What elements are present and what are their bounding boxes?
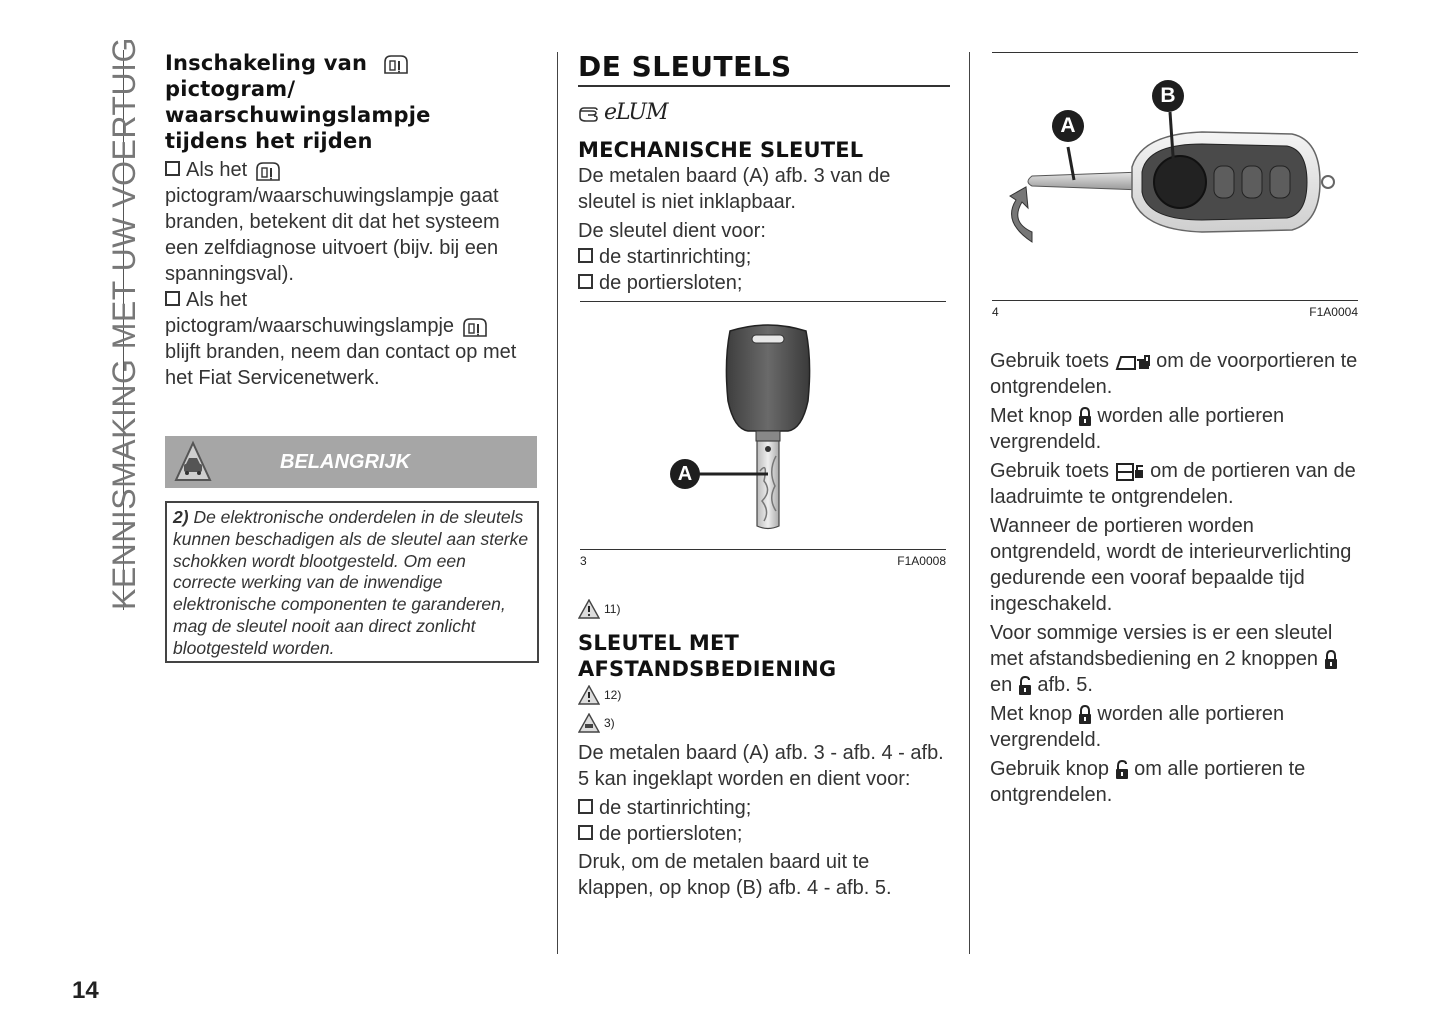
key-warning-icon (253, 160, 283, 182)
callout-a: A (670, 459, 700, 489)
list-item: de portiersloten; (578, 270, 948, 296)
key-warning-icon (460, 316, 490, 338)
figure-caption (992, 300, 1358, 319)
note-box (165, 501, 539, 663)
figure-code: F1A0008 (897, 554, 946, 568)
caption-rule (580, 549, 946, 550)
figure-rule (580, 301, 946, 302)
figure-3 (580, 301, 946, 581)
figure-caption (580, 549, 946, 568)
elum-label: eLUM (604, 99, 668, 125)
rear-door-unlock-icon (1115, 462, 1145, 482)
figure-number: 3 (580, 554, 587, 568)
key-warning-icon (381, 53, 411, 75)
list-item: de portiersloten; (578, 821, 948, 847)
sidebar-title: KENNISMAKING MET UW VOERTUIG (106, 37, 142, 610)
page-title: DE SLEUTELS (578, 50, 792, 83)
car-warning-icon (173, 440, 213, 484)
bullet-box-icon (165, 161, 180, 176)
lock-icon (1078, 705, 1092, 725)
front-door-unlock-icon (1115, 353, 1151, 371)
warning-ref: 3) (578, 710, 948, 736)
paragraph: Als het pictogram/waarschuwingslampje blijft branden, neem dan contact op met het Fiat Servicenetwerk. (165, 289, 517, 389)
bullet-box-icon (578, 799, 593, 814)
paragraph: Wanneer de portieren worden ontgrendeld, wordt de interieurverlichting gedurende een vooraf bepaalde tijd ingeschakeld. (990, 515, 1352, 615)
warning-triangle-icon (578, 685, 600, 705)
bullet-box-icon (578, 274, 593, 289)
figure-number: 4 (992, 305, 999, 319)
title-rule (578, 85, 950, 87)
paragraph: Gebruik toets om de voorportieren te ontgrendelen. (990, 350, 1358, 398)
bullet-box-icon (578, 248, 593, 263)
pointing-hand-icon (578, 101, 604, 123)
bullet-box-icon (165, 291, 180, 306)
column-1 (165, 50, 537, 391)
sidebar (82, 37, 142, 610)
unlock-icon (1018, 676, 1032, 696)
important-banner (165, 436, 537, 488)
mechanical-key-image (660, 321, 860, 536)
elum-row (578, 97, 948, 127)
unlock-icon (1115, 760, 1129, 780)
paragraph: De metalen baard (A) afb. 3 - afb. 4 - afb. 5 kan ingeklapt worden en dient voor: (578, 742, 944, 790)
paragraph: De metalen baard (A) afb. 3 van de sleutel is niet inklapbaar. (578, 165, 891, 213)
lock-icon (1078, 407, 1092, 427)
warning-ref: 12) (578, 682, 948, 708)
column-2 (578, 50, 948, 296)
section-heading: SLEUTEL MET AFSTANDSBEDIENING (578, 631, 837, 681)
paragraph: Druk, om de metalen baard uit te klappen, op knop (B) afb. 4 - afb. 5. (578, 851, 892, 899)
paragraph: Met knop worden alle portieren vergrendeld. (990, 703, 1285, 751)
paragraph: Als het pictogram/waarschuwingslampje gaat branden, betekent dit dat het systeem een zelfdiagnose uitvoert (bijv. bij een spanningsval). (165, 159, 500, 285)
column-divider (557, 52, 558, 954)
paragraph: Met knop worden alle portieren vergrendeld. (990, 405, 1285, 453)
section-heading: MECHANISCHE SLEUTEL (578, 138, 864, 162)
list-item: de startinrichting; (578, 795, 948, 821)
column-3 (990, 348, 1362, 808)
figure-code: F1A0004 (1309, 305, 1358, 319)
list-item: de startinrichting; (578, 244, 948, 270)
column-2-lower (578, 596, 948, 901)
paragraph: Gebruik knop om alle portieren te ontgrendelen. (990, 758, 1306, 806)
callout-b: B (1152, 80, 1184, 112)
lock-icon (1324, 650, 1338, 670)
column-divider (969, 52, 970, 954)
important-label: BELANGRIJK (280, 451, 411, 473)
figure-4 (992, 52, 1358, 327)
paragraph: Gebruik toets om de portieren van de laadruimte te ontgrendelen. (990, 460, 1356, 508)
paragraph: De sleutel dient voor: (578, 220, 766, 242)
car-warning-icon (578, 713, 600, 733)
figure-rule (992, 52, 1358, 53)
bullet-box-icon (578, 825, 593, 840)
warning-ref: 11) (578, 596, 948, 622)
note-number: 2) (173, 507, 189, 527)
note-text: 2) De elektronische onderdelen in de sleutels kunnen beschadigen als de sleutel aan sterke schokken wordt blootgesteld. Om een correcte werking van de inwendige elektronische componenten te garanderen, mag de sleutel nooit aan direct zonlicht blootgesteld worden. (173, 507, 529, 658)
warning-triangle-icon (578, 599, 600, 619)
callout-a: A (1052, 110, 1084, 142)
caption-rule (992, 300, 1358, 301)
page-number: 14 (72, 977, 99, 1004)
paragraph: Voor sommige versies is er een sleutel met afstandsbediening en 2 knoppen en afb. 5. (990, 620, 1362, 698)
section-heading: Inschakeling van pictogram/ waarschuwingslampje tijdens het rijden (165, 51, 431, 153)
